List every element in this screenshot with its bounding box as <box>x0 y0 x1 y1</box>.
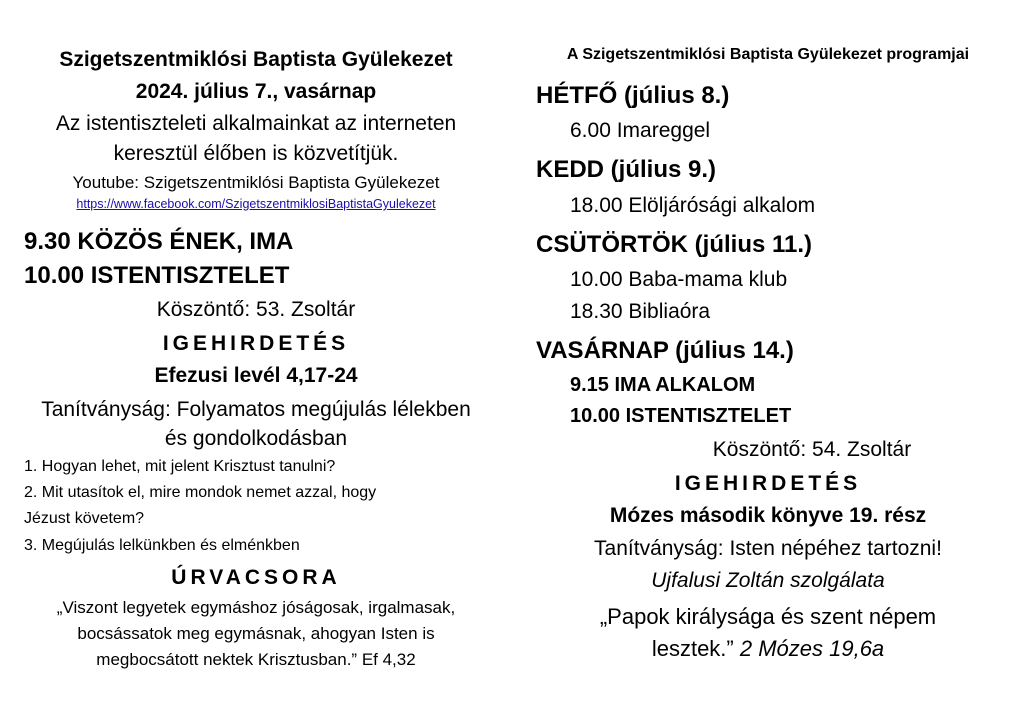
sermon-heading: IGEHIRDETÉS <box>162 332 350 355</box>
preacher-name: Ujfalusi Zoltán szolgálata <box>651 569 885 592</box>
event-monday-1: 6.00 Imareggel <box>570 119 711 142</box>
question-1: 1. Hogyan lehet, mit jelent Krisztust tanulni? <box>24 458 336 475</box>
event-tuesday-1: 18.00 Elöljárósági alkalom <box>570 194 816 217</box>
sermon-topic-2: és gondolkodásban <box>164 427 348 450</box>
bible-quote-reference: 2 Mózes 19,6a <box>739 636 885 661</box>
bible-quote-2 <box>512 636 1024 662</box>
bible-quote-1: „Papok királysága és szent népem <box>599 604 937 629</box>
sunday-topic: Tanítványság: Isten népéhez tartozni! <box>594 537 942 560</box>
facebook-link[interactable]: https://www.facebook.com/SzigetszentmiklosiBaptistaGyulekezet <box>76 197 436 211</box>
communion-heading: ÚRVACSORA <box>171 566 341 589</box>
day-heading-monday: HÉTFŐ (július 8.) <box>536 82 730 109</box>
schedule-item-prayer: 9.30 KÖZÖS ÉNEK, IMA <box>24 228 294 255</box>
quote-line-3: megbocsátott nektek Krisztusban.” Ef 4,32 <box>96 650 416 669</box>
day-heading-sunday: VASÁRNAP (július 14.) <box>536 337 794 364</box>
greeting-psalm: Köszöntő: 53. Zsoltár <box>156 298 356 321</box>
sermon-topic-1: Tanítványság: Folyamatos megújulás lélekben <box>41 398 471 421</box>
broadcast-text-1: Az istentiszteleti alkalmainkat az interneten <box>55 112 457 135</box>
question-3: 3. Megújulás lelkünkben és elménkben <box>24 537 300 554</box>
schedule-item-service: 10.00 ISTENTISZTELET <box>24 262 290 289</box>
sunday-scripture: Mózes második könyve 19. rész <box>609 504 927 527</box>
question-2a: 2. Mit utasítok el, mire mondok nemet azzal, hogy <box>24 484 377 501</box>
event-thursday-2: 18.30 Bibliaóra <box>570 300 711 323</box>
programs-title: A Szigetszentmiklósi Baptista Gyülekezet programjai <box>566 46 970 63</box>
quote-line-1: „Viszont legyetek egymáshoz jóságosak, irgalmasak, <box>56 598 456 617</box>
event-sunday-service: 10.00 ISTENTISZTELET <box>570 405 792 427</box>
question-2b: Jézust követem? <box>24 510 145 527</box>
youtube-text: Youtube: Szigetszentmiklósi Baptista Gyülekezet <box>72 173 440 192</box>
broadcast-text-2: keresztül élőben is közvetítjük. <box>113 142 399 165</box>
bible-quote-2-text: lesztek.” <box>651 636 740 661</box>
church-name: Szigetszentmiklósi Baptista Gyülekezet <box>59 48 453 71</box>
day-heading-tuesday: KEDD (július 9.) <box>536 156 717 183</box>
service-date: 2024. július 7., vasárnap <box>135 80 377 103</box>
event-sunday-prayer: 9.15 IMA ALKALOM <box>570 374 756 396</box>
event-thursday-1: 10.00 Baba-mama klub <box>570 268 788 291</box>
day-heading-thursday: CSÜTÖRTÖK (július 11.) <box>536 231 813 258</box>
scripture-reference: Efezusi levél 4,17-24 <box>154 364 358 387</box>
sunday-sermon-heading: IGEHIRDETÉS <box>674 472 862 495</box>
facebook-line <box>0 197 512 211</box>
quote-line-2: bocsássatok meg egymásnak, ahogyan Isten is <box>77 624 435 643</box>
sunday-greeting-psalm: Köszöntő: 54. Zsoltár <box>712 438 912 461</box>
